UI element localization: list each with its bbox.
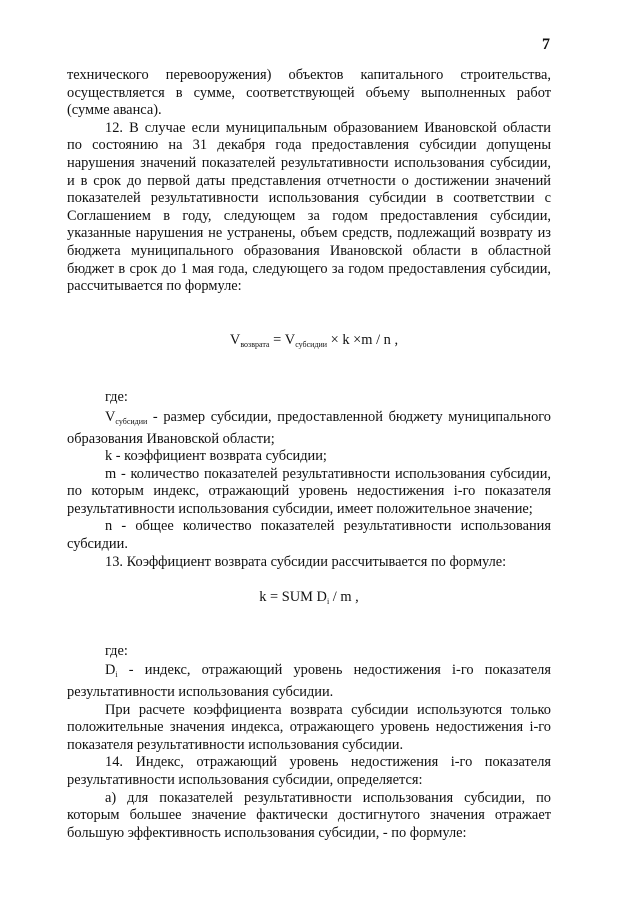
formula-equals: = <box>269 331 285 348</box>
paragraph-14a: а) для показателей результативности использования субсидии, по которым большее значение фактически достигнутого значения отражает большую эффективность использования субсидии, - по формуле: <box>67 789 551 841</box>
where-label: где: <box>105 389 128 406</box>
paragraph-13: 13. Коэффициент возврата субсидии рассчитывается по формуле: <box>105 553 507 570</box>
formula-return-coefficient: k = SUM $D_i$ / m , <box>259 589 359 607</box>
formula-rhs: $V_{субсидии} \times k \times m / n$ , <box>284 331 399 349</box>
paragraph-continuation: технического перевооружения) объектов капитального строительства, осуществляется в сумме, соответствующей объему выполненных работ (сумме аванса). <box>67 67 551 119</box>
page-number: 7 <box>542 36 550 53</box>
where-label-2: где: <box>105 642 128 659</box>
definition-v-subsidy: $V_{субсидии}$ - размер субсидии, предоставленной бюджету муниципального образования Ивановской области; <box>67 408 551 447</box>
definition-d: $D_i$ - индекс, отражающий уровень недостижения i-го показателя результативности использования субсидии. <box>67 662 551 701</box>
paragraph-12: 12. В случае если муниципальным образованием Ивановской области по состоянию на 31 декабря года предоставления субсидии допущены нарушения значений показателей результативности использования субсидии, и в срок до первой даты представления отчетности о достижении значений показателей результативности использования субсидии в соответствии с Соглашением в году, следующем за годом предоставления субсидии, указанные нарушения не устранены, объем средств, подлежащий возврату из бюджета муниципального образования Ивановской области в областной бюджет в срок до 1 мая года, следующего за годом предоставления субсидии, рассчитывается по формуле: <box>67 119 551 295</box>
formula-lhs: $V_{возврата}$ <box>229 331 270 349</box>
paragraph-calculation-note: При расчете коэффициента возврата субсидии используются только положительные значения индекса, отражающего уровень недостижения i-го показателя результативности использования субсидии. <box>67 701 551 753</box>
definition-n: n - общее количество показателей результативности использования субсидии. <box>67 518 551 553</box>
paragraph-14: 14. Индекс, отражающий уровень недостижения i-го показателя результативности использования субсидии, определяется: <box>67 754 551 788</box>
definition-m: m - количество показателей результативности использования субсидии, по которым индекс, отражающий уровень недостижения i-го показателя результативности использования субсидии, имеет положительное значение; <box>67 465 551 517</box>
definition-k: k - коэффициент возврата субсидии; <box>105 448 327 465</box>
document-body <box>67 67 551 842</box>
formula-return-volume <box>67 332 551 354</box>
